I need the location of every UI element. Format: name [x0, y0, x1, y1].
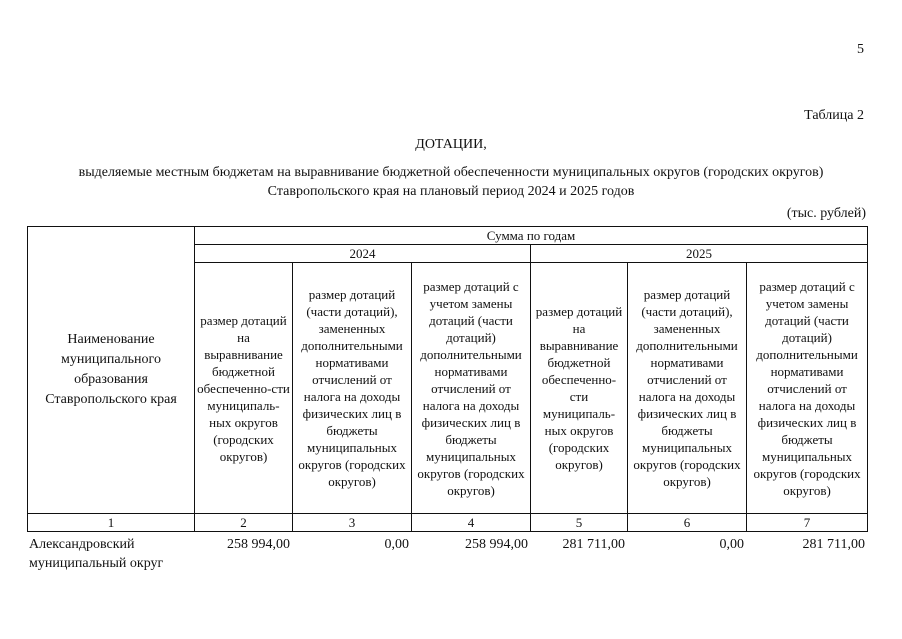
- column-number: 7: [747, 514, 868, 532]
- value-2025-equalization: 281 711,00: [562, 537, 625, 552]
- value-2025-total: 281 711,00: [802, 537, 865, 552]
- column-number: 1: [28, 514, 195, 532]
- units-label: (тыс. рублей): [786, 206, 866, 221]
- value-2024-equalization: 258 994,00: [227, 537, 290, 552]
- page-number: 5: [857, 42, 864, 57]
- document-subtitle: [25, 163, 877, 201]
- table-label: Таблица 2: [804, 108, 864, 123]
- document-title: ДОТАЦИИ,: [415, 137, 487, 152]
- column-number: 2: [195, 514, 293, 532]
- column-number: 6: [628, 514, 747, 532]
- header-sum-by-years: Сумма по годам: [195, 227, 868, 245]
- subsidies-data: [27, 535, 867, 573]
- header-2025-equalization: размер дотаций на выравнивание бюджетной обеспеченно-сти муниципаль-ных округов (городских округов): [531, 263, 628, 514]
- header-2024-total: размер дотаций с учетом замены дотаций (части дотаций) дополнительными нормативами отчислений от налога на доходы физических лиц в бюджеты муниципальных округов (городских округов): [412, 263, 531, 514]
- header-year-2024: 2024: [195, 245, 531, 263]
- subsidies-table: [27, 226, 868, 532]
- value-2024-total: 258 994,00: [465, 537, 528, 552]
- header-year-2025: 2025: [531, 245, 868, 263]
- column-number: 3: [293, 514, 412, 532]
- value-2025-replaced: 0,00: [719, 537, 744, 552]
- table-row: [27, 535, 867, 573]
- subtitle-line-2: Ставропольского края на плановый период 2024 и 2025 годов: [267, 184, 635, 199]
- header-2024-replaced: размер дотаций (части дотаций), замененных дополнительными нормативами отчислений от налога на доходы физических лиц в бюджеты муниципальных округов (городских округов): [293, 263, 412, 514]
- municipality-name: Александровский муниципальный округ: [29, 537, 164, 571]
- header-2024-equalization: размер дотаций на выравнивание бюджетной обеспеченно-сти муниципаль-ных округов (городских округов): [195, 263, 293, 514]
- subtitle-line-1: выделяемые местным бюджетам на выравнивание бюджетной обеспеченности муниципальных округов (городских округов): [78, 165, 824, 180]
- header-2025-replaced: размер дотаций (части дотаций), замененных дополнительными нормативами отчислений от налога на доходы физических лиц в бюджеты муниципальных округов (городских округов): [628, 263, 747, 514]
- column-number: 5: [531, 514, 628, 532]
- header-2025-total: размер дотаций с учетом замены дотаций (части дотаций) дополнительными нормативами отчислений от налога на доходы физических лиц в бюджеты муниципальных округов (городских округов): [747, 263, 868, 514]
- value-2024-replaced: 0,00: [384, 537, 409, 552]
- header-municipality-name: Наименование муниципального образования Ставропольского края: [28, 227, 195, 514]
- column-number: 4: [412, 514, 531, 532]
